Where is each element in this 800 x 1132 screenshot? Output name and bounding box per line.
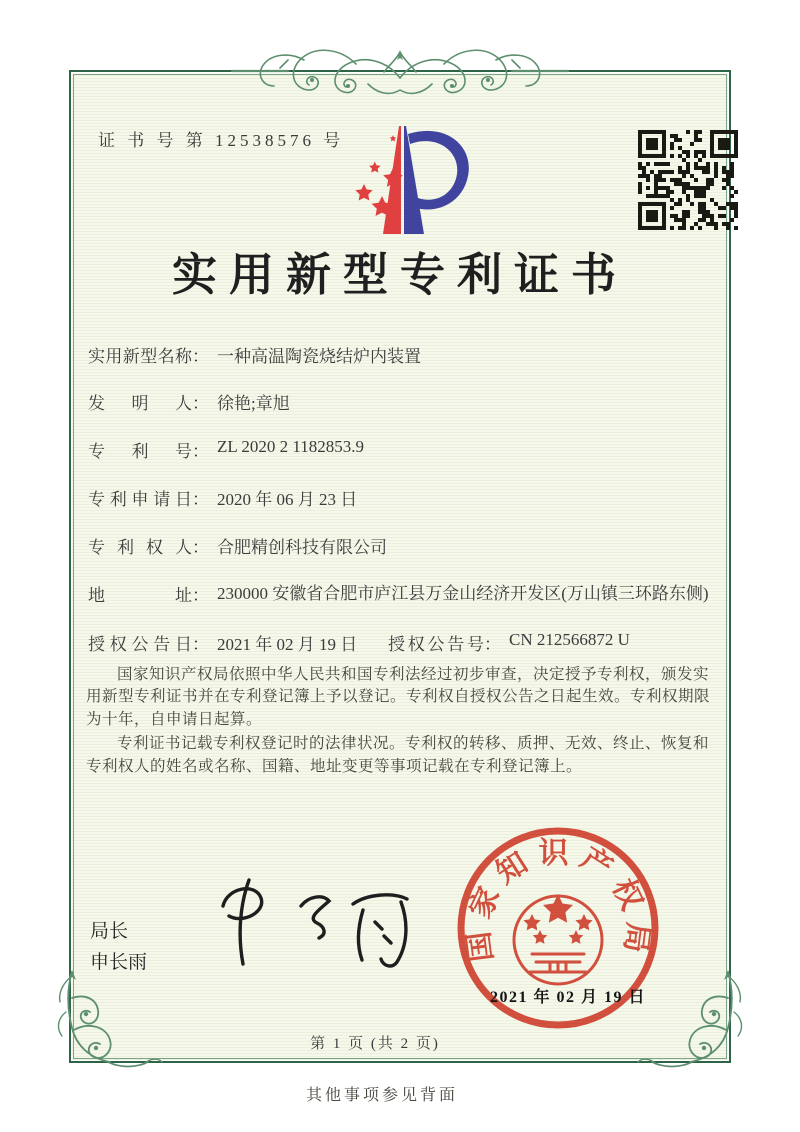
- field-colon: ：: [192, 442, 209, 461]
- field-value: 2021 年 02 月 19 日: [217, 635, 358, 654]
- field-value: 2020 年 06 月 23 日: [217, 490, 358, 509]
- field-colon: ：: [192, 490, 209, 509]
- field-row-address: [88, 581, 722, 607]
- field-label: 实用新型名称: [88, 347, 192, 366]
- field-row-inventors: [88, 389, 290, 414]
- qr-code: [638, 130, 738, 230]
- field-row-patent-number: [88, 437, 364, 462]
- field-value: 一种高温陶瓷烧结炉内装置: [217, 347, 421, 366]
- seal-date: 2021 年 02 月 19 日: [490, 989, 647, 1006]
- field-row-patentee: [88, 533, 387, 558]
- field-colon: ：: [192, 635, 209, 654]
- field-label: 授权公告日: [88, 635, 192, 654]
- certificate-title: 实用新型专利证书: [171, 250, 628, 300]
- field-colon: ：: [192, 586, 209, 605]
- commissioner-block: [90, 916, 147, 979]
- commissioner-signature: [205, 868, 425, 978]
- field-label: 授权公告号: [388, 635, 484, 654]
- field-label: 专利申请日: [88, 490, 192, 509]
- field-value: 合肥精创科技有限公司: [217, 538, 387, 557]
- field-row-utility-model-name: [88, 342, 421, 367]
- legal-paragraph-2: 专利证书记载专利权登记时的法律状况。专利权的转移、质押、无效、终止、恢复和专利权人的姓名或名称、国籍、地址变更等事项记载在专利登记簿上。: [86, 735, 710, 775]
- field-value: ZL 2020 2 1182853.9: [217, 437, 365, 456]
- field-row-application-date: [88, 485, 357, 510]
- commissioner-title: 局长: [90, 921, 129, 942]
- commissioner-name: 申长雨: [90, 952, 148, 974]
- page-number: 第 1 页 (共 2 页): [310, 1036, 440, 1052]
- field-value: 230000 安徽省合肥市庐江县万金山经济开发区(万山镇三环路东侧): [217, 584, 709, 603]
- field-colon: ：: [192, 538, 209, 557]
- field-label: 地址: [88, 586, 192, 605]
- legal-paragraph-1: 国家知识产权局依照中华人民共和国专利法经过初步审查，决定授予专利权，颁发实用新型专利证书并在专利登记簿上予以登记。专利权自授权公告之日起生效。专利权期限为十年，自申请日起算。: [86, 666, 711, 728]
- back-side-note: 其他事项参见背面: [305, 1087, 458, 1104]
- seal-text: 国家知识产权局: [461, 837, 655, 964]
- certificate-number: 证 书 号 第 12538576 号: [98, 131, 345, 150]
- field-grant-number: [388, 630, 630, 655]
- field-label: 专利权人: [88, 538, 192, 557]
- field-value: CN 212566872 U: [509, 630, 630, 649]
- field-label: 专利号: [88, 442, 192, 461]
- field-colon: ：: [192, 347, 209, 366]
- field-value: 徐艳;章旭: [217, 394, 290, 413]
- field-colon: ：: [192, 394, 209, 413]
- legal-text-block: [86, 664, 720, 780]
- field-label: 发明人: [88, 394, 192, 413]
- field-colon: ：: [484, 635, 501, 654]
- field-row-grant-date: [88, 630, 718, 655]
